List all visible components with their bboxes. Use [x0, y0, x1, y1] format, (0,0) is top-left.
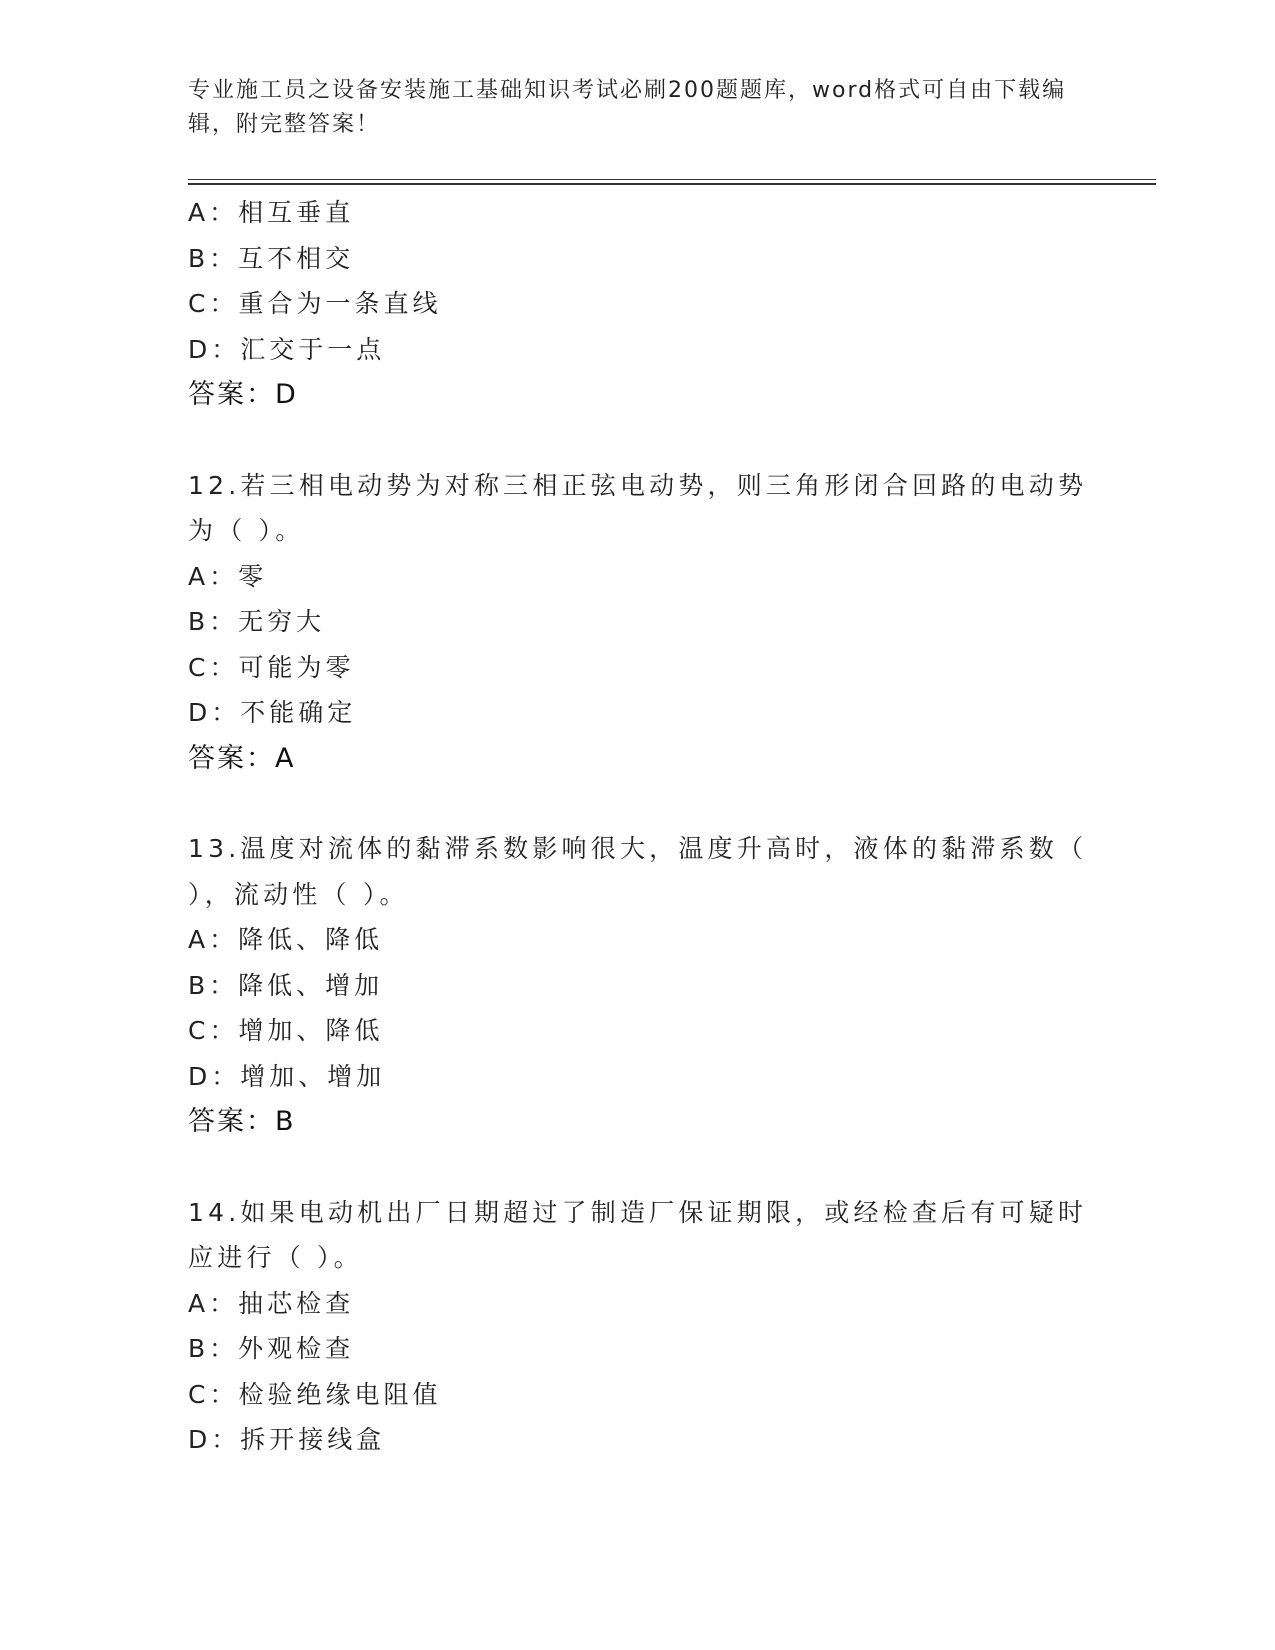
- header-divider-thin: [188, 179, 1156, 180]
- option-a: A：零: [188, 561, 268, 591]
- option-a: A：相互垂直: [188, 198, 355, 227]
- option-b: B：外观检查: [188, 1334, 355, 1363]
- question-block-12: [188, 463, 1088, 782]
- block-spacer: [188, 418, 1088, 463]
- option-d: D：不能确定: [188, 698, 357, 727]
- question-block-11: [188, 190, 1088, 418]
- option-c: C：重合为一条直线: [188, 289, 442, 318]
- option-a: A：降低、降低: [188, 925, 384, 954]
- option-d: D：拆开接线盒: [188, 1425, 386, 1454]
- answer-label: 答案：A: [188, 742, 296, 774]
- option-d: D：增加、增加: [188, 1061, 386, 1091]
- answer-label: 答案：B: [188, 1106, 296, 1137]
- question-text: 13.温度对流体的黏滞系数影响很大，温度升高时，液体的黏滞系数（ ），流动性（ ）。: [188, 834, 1088, 909]
- option-d: D：汇交于一点: [188, 334, 386, 364]
- question-block-13: [188, 826, 1088, 1145]
- header-divider-thick: [188, 183, 1156, 185]
- option-b: B：无穷大: [188, 607, 326, 636]
- option-c: C：增加、降低: [188, 1016, 384, 1045]
- question-list: [188, 190, 1088, 1463]
- option-b: B：降低、增加: [188, 970, 384, 1000]
- question-text: 14.如果电动机出厂日期超过了制造厂保证期限，或经检查后有可疑时应进行（ ）。: [188, 1197, 1088, 1272]
- option-c: C：检验绝缘电阻值: [188, 1379, 442, 1409]
- question-block-14: [188, 1190, 1088, 1463]
- block-spacer: [188, 781, 1088, 826]
- question-text: 12.若三相电动势为对称三相正弦电动势，则三角形闭合回路的电动势为（ ）。: [188, 470, 1088, 545]
- option-b: B：互不相交: [188, 243, 355, 273]
- option-c: C：可能为零: [188, 652, 355, 682]
- answer-label: 答案：D: [188, 379, 298, 410]
- document-header: 专业施工员之设备安装施工基础知识考试必刷200题题库，word格式可自由下载编辑，附完整答案！: [188, 78, 1067, 137]
- block-spacer: [188, 1145, 1088, 1190]
- option-a: A：抽芯检查: [188, 1288, 355, 1318]
